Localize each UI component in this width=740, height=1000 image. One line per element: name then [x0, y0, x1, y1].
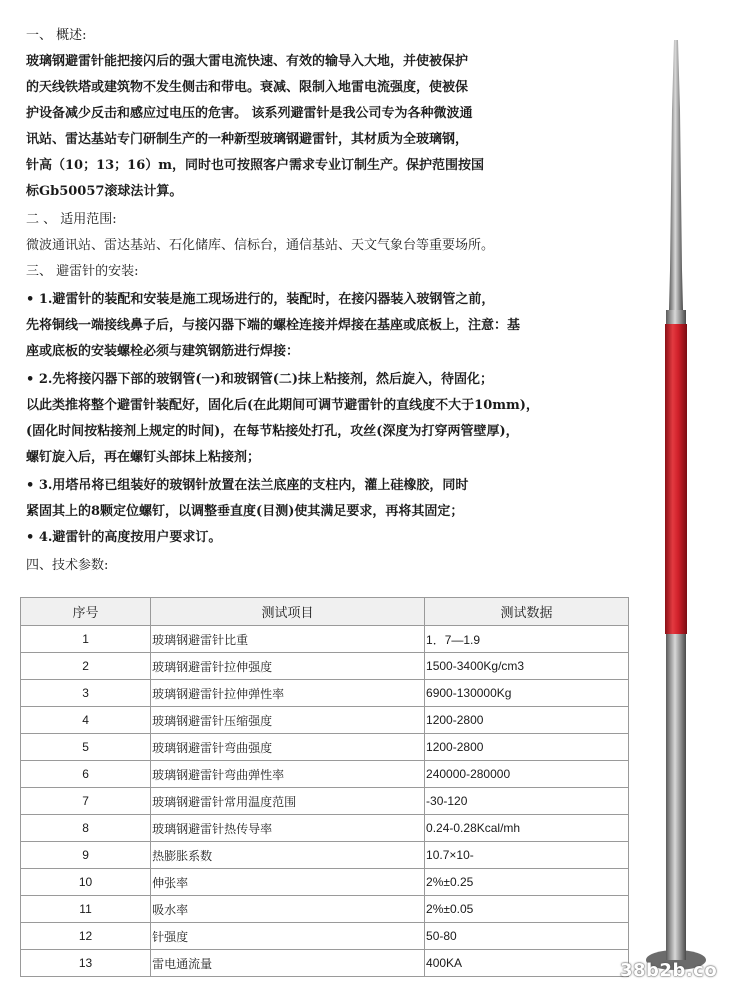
- cell-item: 吸水率: [151, 896, 425, 923]
- paragraph-line: • 4.避雷针的高度按用户要求订。: [26, 530, 222, 545]
- watermark: 38b2b.co: [620, 960, 718, 981]
- cell-item: 玻璃钢避雷针热传导率: [151, 815, 425, 842]
- table-row: [21, 815, 629, 842]
- cell-no: 1: [21, 626, 151, 653]
- cell-no: 7: [21, 788, 151, 815]
- paragraph-line: (固化时间按粘接剂上规定的时间)，在每节粘接处打孔，攻丝(深度为打穿两管壁厚)，: [26, 424, 519, 439]
- paragraph-line: 以此类推将整个避雷针装配好，固化后(在此期间可调节避雷针的直线度不大于10mm)，: [26, 398, 539, 413]
- table-row: [21, 788, 629, 815]
- cell-no: 8: [21, 815, 151, 842]
- cell-value: 2%±0.05: [425, 896, 629, 923]
- cell-no: 3: [21, 680, 151, 707]
- rod-steel-pipe: [666, 634, 686, 960]
- rod-collar: [666, 310, 686, 324]
- table-row: [21, 896, 629, 923]
- cell-no: 11: [21, 896, 151, 923]
- cell-value: 10.7×10-: [425, 842, 629, 869]
- col-header-no: 序号: [21, 598, 151, 626]
- rod-red-pipe: [665, 324, 687, 634]
- rod-steel-tip: [669, 40, 683, 310]
- cell-no: 4: [21, 707, 151, 734]
- paragraph-line: 螺钉旋入后，再在螺钉头部抹上粘接剂；: [26, 450, 261, 465]
- table-row: [21, 761, 629, 788]
- section-heading-overview: 一、 概述:: [26, 28, 87, 43]
- cell-value: 1500-3400Kg/cm3: [425, 653, 629, 680]
- cell-item: 玻璃钢避雷针拉伸强度: [151, 653, 425, 680]
- table-row: [21, 869, 629, 896]
- cell-item: 针强度: [151, 923, 425, 950]
- cell-value: 1200-2800: [425, 734, 629, 761]
- cell-item: 玻璃钢避雷针比重: [151, 626, 425, 653]
- paragraph-line: 座或底板的安装螺栓必须与建筑钢筋进行焊接：: [26, 344, 300, 359]
- section-heading-scope: 二 、 适用范围:: [26, 212, 117, 227]
- cell-item: 玻璃钢避雷针拉伸弹性率: [151, 680, 425, 707]
- col-header-value: 测试数据: [425, 598, 629, 626]
- cell-value: -30-120: [425, 788, 629, 815]
- cell-value: 6900-130000Kg: [425, 680, 629, 707]
- table-row: [21, 626, 629, 653]
- table-row: [21, 734, 629, 761]
- cell-value: 2%±0.25: [425, 869, 629, 896]
- paragraph-line: 针高（10；13；16）m，同时也可按照客户需求专业订制生产。保护范围按国: [26, 158, 485, 173]
- table-row: [21, 707, 629, 734]
- specs-table: [20, 597, 629, 977]
- cell-value: 240000-280000: [425, 761, 629, 788]
- table-header-row: [21, 598, 629, 626]
- cell-no: 6: [21, 761, 151, 788]
- cell-value: 0.24-0.28Kcal/mh: [425, 815, 629, 842]
- cell-item: 热膨胀系数: [151, 842, 425, 869]
- cell-no: 5: [21, 734, 151, 761]
- paragraph-line: • 2.先将接闪器下部的玻钢管(一)和玻钢管(二)抹上粘接剂，然后旋入，待固化；: [26, 372, 494, 387]
- cell-item: 伸张率: [151, 869, 425, 896]
- paragraph-line: 微波通讯站、雷达基站、石化储库、信标台，通信基站、天文气象台等重要场所。: [26, 238, 495, 253]
- cell-no: 10: [21, 869, 151, 896]
- table-row: [21, 653, 629, 680]
- table-row: [21, 950, 629, 977]
- section-heading-specs: 四、技术参数:: [26, 558, 109, 573]
- cell-no: 2: [21, 653, 151, 680]
- cell-value: 50-80: [425, 923, 629, 950]
- paragraph-line: 标Gb50057滚球法计算。: [26, 184, 183, 199]
- paragraph-line: 紧固其上的8颗定位螺钉，以调整垂直度(目测)使其满足要求，再将其固定；: [26, 504, 464, 519]
- section-heading-installation: 三、 避雷针的安装:: [26, 264, 139, 279]
- paragraph-line: 玻璃钢避雷针能把接闪后的强大雷电流快速、有效的输导入大地，并使被保护: [26, 54, 469, 69]
- paragraph-line: 护设备减少反击和感应过电压的危害。 该系列避雷针是我公司专为各种微波通: [26, 106, 473, 121]
- cell-item: 玻璃钢避雷针弯曲强度: [151, 734, 425, 761]
- cell-no: 13: [21, 950, 151, 977]
- paragraph-line: • 3.用塔吊将已组装好的玻钢针放置在法兰底座的支柱内，灌上硅橡胶，同时: [26, 478, 469, 493]
- paragraph-line: 先将铜线一端接线鼻子后，与接闪器下端的螺栓连接并焊接在基座或底板上，注意：基: [26, 318, 521, 333]
- cell-item: 玻璃钢避雷针压缩强度: [151, 707, 425, 734]
- cell-value: 1200-2800: [425, 707, 629, 734]
- paragraph-line: • 1.避雷针的装配和安装是施工现场进行的，装配时，在接闪器装入玻钢管之前，: [26, 292, 495, 307]
- specs-table-container: [20, 597, 629, 977]
- paragraph-line: 讯站、雷达基站专门研制生产的一种新型玻璃钢避雷针，其材质为全玻璃钢，: [26, 132, 469, 147]
- cell-item: 玻璃钢避雷针弯曲弹性率: [151, 761, 425, 788]
- table-row: [21, 842, 629, 869]
- cell-no: 12: [21, 923, 151, 950]
- cell-item: 雷电通流量: [151, 950, 425, 977]
- cell-no: 9: [21, 842, 151, 869]
- table-row: [21, 680, 629, 707]
- paragraph-line: 的天线铁塔或建筑物不发生侧击和带电。衰减、限制入地雷电流强度，使被保: [26, 80, 469, 95]
- cell-value: 400KA: [425, 950, 629, 977]
- cell-item: 玻璃钢避雷针常用温度范围: [151, 788, 425, 815]
- table-row: [21, 923, 629, 950]
- col-header-item: 测试项目: [151, 598, 425, 626]
- cell-value: 1．7—1.9: [425, 626, 629, 653]
- lightning-rod-image: [636, 40, 716, 995]
